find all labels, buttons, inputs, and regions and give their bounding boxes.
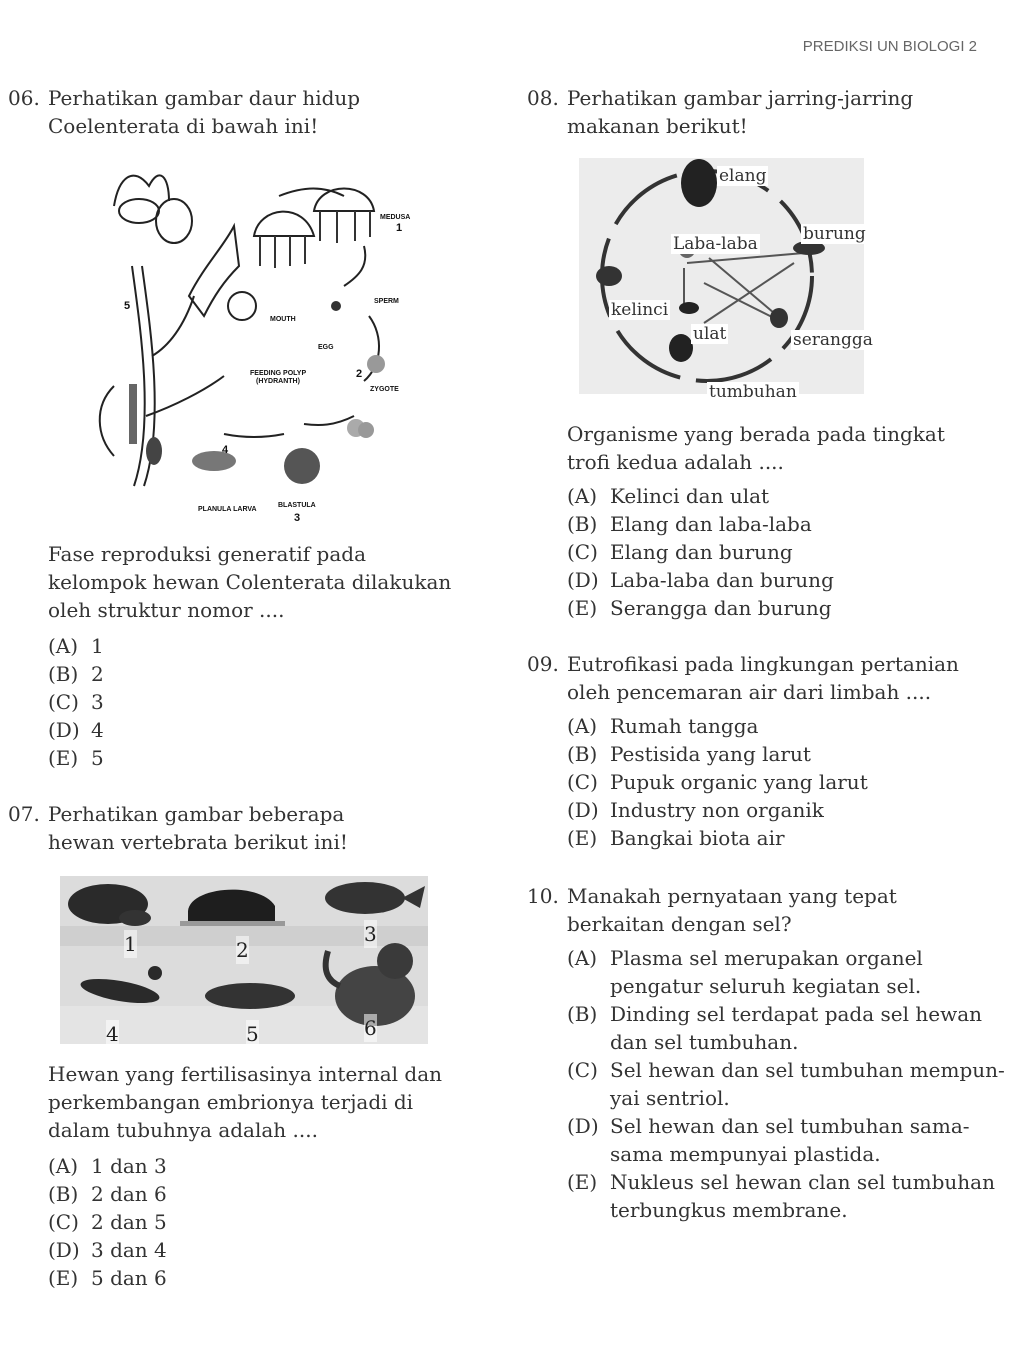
option-d[interactable]: (D) Laba-laba dan burung [567,568,834,592]
option-b[interactable]: (B) Elang dan laba-laba [567,512,812,536]
option-c[interactable]: (C) Elang dan burung [567,540,793,564]
question-number: 08. [527,86,559,110]
question-number: 10. [527,884,559,908]
food-web-figure [579,158,873,402]
question-prompt: Eutrofikasi pada lingkungan pertanian oleh pencemaran air dari limbah .... [567,652,959,704]
option-b[interactable]: (B) Dinding sel terdapat pada sel hewan dan sel tumbuhan. [567,1002,982,1054]
option-e[interactable]: (E) 5 [48,746,104,770]
question-prompt: Perhatikan gambar beberapa hewan vertebrata berikut ini! [48,802,348,854]
label-number-4: 4 [222,444,229,456]
label-number-2: 2 [356,368,363,380]
answer-options [567,482,834,622]
option-a[interactable]: (A) Plasma sel merupakan organel pengatur seluruh kegiatan sel. [567,946,923,998]
label-number-5: 5 [124,300,131,312]
label-number-1: 1 [396,222,403,234]
option-b[interactable]: (B) 2 dan 6 [48,1182,167,1206]
option-a[interactable]: (A) Rumah tangga [567,714,759,738]
label-hydranth: (HYDRANTH) [256,378,300,385]
question-prompt: Manakah pernyataan yang tepat berkaitan dengan sel? [567,884,897,936]
label-egg: EGG [318,344,334,351]
question-text: Organisme yang berada pada tingkat trofi kedua adalah .... [567,422,945,474]
question-10 [527,882,1007,1222]
option-e[interactable]: (E) Serangga dan burung [567,596,832,620]
label-zygote: ZYGOTE [370,386,399,393]
question-number: 06. [8,86,40,110]
photo-number-6: 6 [364,1016,377,1040]
option-b[interactable]: (B) 2 [48,662,104,686]
option-d[interactable]: (D) 3 dan 4 [48,1238,167,1262]
option-d[interactable]: (D) Industry non organik [567,798,824,822]
answer-options [567,944,1007,1224]
option-a[interactable]: (A) 1 [48,634,104,658]
photo-number-2: 2 [236,938,249,962]
question-09 [527,650,1007,850]
page-header: PREDIKSI UN BIOLOGI 2 [802,38,977,55]
photo-number-5: 5 [246,1022,259,1046]
option-e[interactable]: (E) Bangkai biota air [567,826,785,850]
option-d[interactable]: (D) Sel hewan dan sel tumbuhan sama-sama mempunyai plastida. [567,1114,970,1166]
food-web-diagram [579,158,864,394]
label-feeding-polyp: FEEDING POLYP [250,370,307,377]
question-07 [8,800,488,1290]
question-number: 09. [527,652,559,676]
option-c[interactable]: (C) 2 dan 5 [48,1210,167,1234]
question-06 [8,84,488,770]
answer-options [567,712,868,852]
label-ulat: ulat [693,324,727,344]
option-a[interactable]: (A) 1 dan 3 [48,1154,167,1178]
option-c[interactable]: (C) Sel hewan dan sel tumbuhan mempun-yai sentriol. [567,1058,1005,1110]
vertebrates-photo [60,876,428,1044]
option-d[interactable]: (D) 4 [48,718,104,742]
question-text: Fase reproduksi generatif pada kelompok hewan Colenterata dilakukan oleh struktur nomor .... [48,542,452,622]
label-tumbuhan: tumbuhan [709,382,797,402]
question-prompt: Perhatikan gambar daur hidup Coelenterata di bawah ini! [48,86,361,138]
question-text: Hewan yang fertilisasinya internal dan perkembangan embrionya terjadi di dalam tubuhnya adalah .... [48,1062,443,1142]
question-prompt: Perhatikan gambar jarring-jarring makanan berikut! [567,86,914,138]
label-kelinci: kelinci [611,300,669,320]
option-b[interactable]: (B) Pestisida yang larut [567,742,811,766]
answer-options [48,632,104,772]
option-a[interactable]: (A) Kelinci dan ulat [567,484,770,508]
label-burung: burung [803,224,866,244]
label-number-3: 3 [294,512,301,524]
label-planula-larva: PLANULA LARVA [198,506,257,513]
answer-options [48,1152,167,1292]
photo-number-1: 1 [124,932,137,956]
option-c[interactable]: (C) 3 [48,690,104,714]
label-mouth: MOUTH [270,316,296,323]
coelenterata-lifecycle-figure [74,156,434,524]
photo-number-4: 4 [106,1022,119,1046]
question-08 [527,84,1007,620]
label-medusa: MEDUSA [380,214,411,221]
label-serangga: serangga [793,330,873,350]
label-sperm: SPERM [374,298,399,305]
label-laba-laba: Laba-laba [673,234,758,254]
option-e[interactable]: (E) 5 dan 6 [48,1266,167,1290]
photo-number-3: 3 [364,922,377,946]
label-blastula: BLASTULA [278,502,316,509]
option-c[interactable]: (C) Pupuk organic yang larut [567,770,868,794]
question-number: 07. [8,802,40,826]
option-e[interactable]: (E) Nukleus sel hewan clan sel tumbuhan terbungkus membrane. [567,1170,995,1222]
label-elang: elang [719,166,767,186]
